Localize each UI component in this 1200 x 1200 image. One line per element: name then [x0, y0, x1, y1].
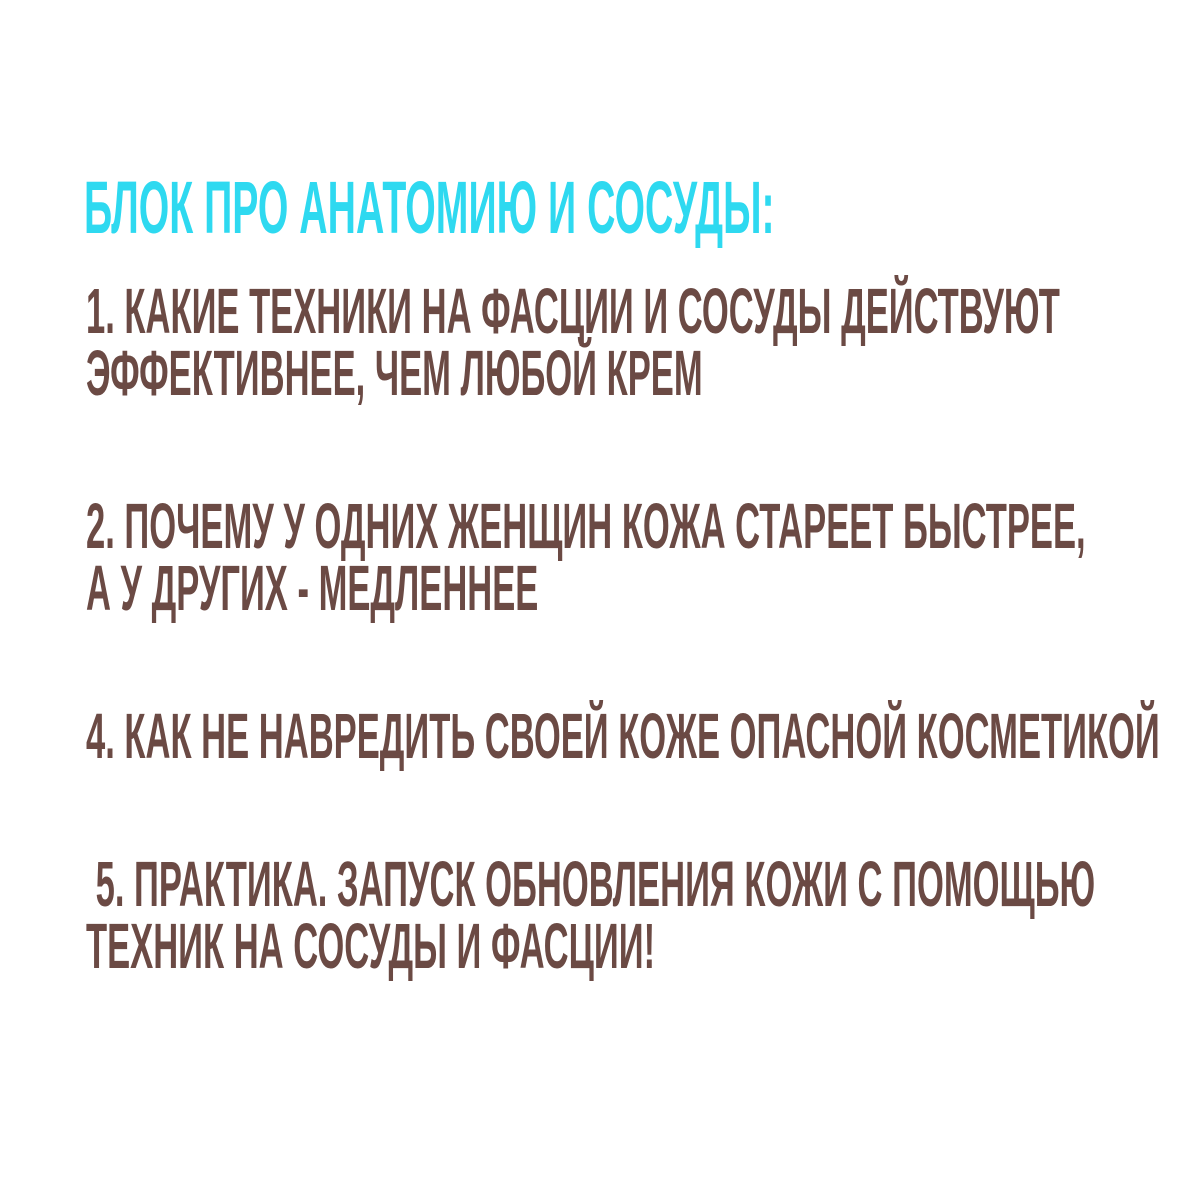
- list-item-4-line-1: 4. КАК НЕ НАВРЕДИТЬ СВОЕЙ КОЖЕ ОПАСНОЙ КОСМЕТИКОЙ: [86, 700, 1160, 772]
- page-title: БЛОК ПРО АНАТОМИЮ И СОСУДЫ:: [84, 166, 775, 249]
- list-item-4: [86, 700, 1200, 772]
- list-item-2: [86, 490, 1200, 624]
- list-item-2-line-1: 2. ПОЧЕМУ У ОДНИХ ЖЕНЩИН КОЖА СТАРЕЕТ БЫСТРЕЕ,: [86, 490, 1086, 562]
- list-item-5: [86, 848, 1200, 982]
- list-item-1-line-2: ЭФФЕКТИВНЕЕ, ЧЕМ ЛЮБОЙ КРЕМ: [86, 337, 703, 409]
- list-item-5-line-2: ТЕХНИК НА СОСУДЫ И ФАСЦИИ!: [86, 910, 656, 982]
- list-item-1-line-1: 1. КАКИЕ ТЕХНИКИ НА ФАСЦИИ И СОСУДЫ ДЕЙСТВУЮТ: [86, 275, 1060, 347]
- list-item-5-line-1: 5. ПРАКТИКА. ЗАПУСК ОБНОВЛЕНИЯ КОЖИ С ПОМОЩЬЮ: [86, 848, 1096, 920]
- list-item-2-line-2: А У ДРУГИХ - МЕДЛЕННЕЕ: [86, 552, 539, 624]
- list-item-1: [86, 275, 1200, 409]
